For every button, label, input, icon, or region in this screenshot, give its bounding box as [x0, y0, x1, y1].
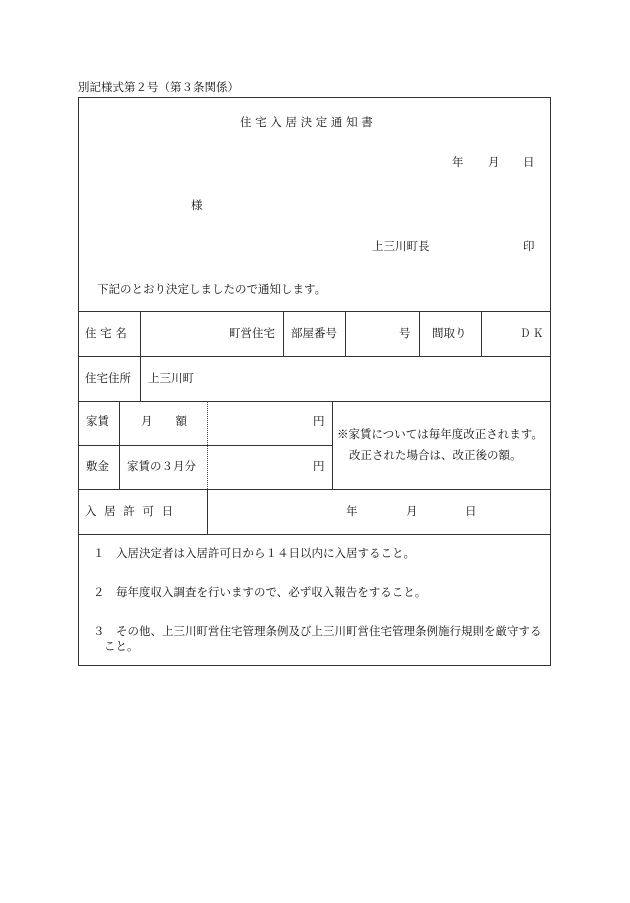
rule-rent-mid	[78, 445, 332, 446]
seal-mark: 印	[523, 239, 535, 253]
address-value: 上三川町	[148, 371, 194, 385]
divider-room-value	[345, 311, 346, 356]
deposit-label: 敷金	[86, 459, 109, 473]
rent-note-line1: ※家賃については毎年度改正されます。	[337, 427, 543, 441]
permit-day: 日	[465, 504, 477, 518]
note-2-number: ２	[93, 585, 105, 599]
deposit-unit: 円	[313, 459, 325, 473]
permit-date-label: 入 居 許 可 日	[85, 504, 176, 518]
house-suffix: 町営住宅	[229, 326, 275, 340]
rent-label: 家賃	[86, 414, 109, 428]
page-title: 住 宅 入 居 決 定 通 知 書	[240, 115, 373, 129]
rule-notes-top	[78, 534, 551, 535]
note-3-continuation: こと。	[104, 639, 139, 653]
divider-rent-note	[332, 401, 333, 489]
issuer-name: 上三川町長	[372, 239, 430, 253]
note-2-text: 毎年度収入調査を行いますので、必ず収入報告をすること。	[116, 585, 427, 599]
rule-permit-top	[78, 489, 551, 490]
note-3-text: その他、上三川町営住宅管理条例及び上三川町営住宅管理条例施行規則を厳守する	[116, 624, 542, 638]
dotted-divider-rent	[207, 401, 208, 489]
date-month-label: 月	[488, 155, 500, 169]
address-label: 住宅住所	[85, 371, 131, 385]
note-3-number: ３	[93, 624, 105, 638]
note-1-number: １	[93, 546, 105, 560]
rent-sub-label: 月 額	[141, 414, 187, 428]
note-1-text: 入居決定者は入居許可日から１４日以内に入居すること。	[116, 546, 415, 560]
layout-suffix: ＤＫ	[520, 326, 546, 340]
room-number-label: 部屋番号	[291, 326, 337, 340]
room-suffix: 号	[399, 326, 411, 340]
addressee-suffix: 様	[191, 198, 203, 212]
date-day-label: 日	[523, 155, 535, 169]
rule-rent-top	[78, 401, 551, 402]
divider-house-room	[283, 311, 284, 356]
rule-address-top	[78, 356, 551, 357]
layout-label: 間取り	[432, 326, 467, 340]
deposit-sub-label: 家賃の３月分	[127, 459, 196, 473]
date-year-label: 年	[452, 155, 464, 169]
form-caption: 別記様式第２号（第３条関係）	[78, 80, 239, 94]
house-name-label: 住 宅 名	[85, 326, 127, 340]
divider-layout-value	[481, 311, 482, 356]
divider-label-col	[140, 311, 141, 401]
intro-text: 下記のとおり決定しましたので通知します。	[97, 282, 327, 296]
permit-month: 月	[406, 504, 418, 518]
divider-rent-label	[119, 401, 120, 489]
divider-room-layout	[419, 311, 420, 356]
rent-note-line2: 改正された場合は、改正後の額。	[349, 448, 522, 462]
rent-unit: 円	[313, 414, 325, 428]
permit-year: 年	[346, 504, 358, 518]
divider-permit	[207, 489, 208, 534]
